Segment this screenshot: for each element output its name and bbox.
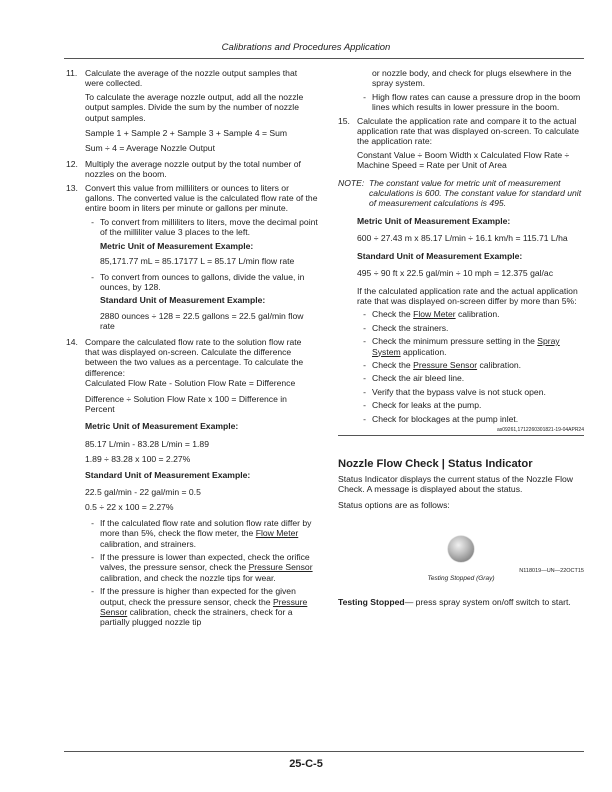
dash-marker: - (91, 586, 94, 597)
text: calibration. (455, 309, 500, 320)
metric-example: 600 ÷ 27.43 m x 85.17 L/min ÷ 16.1 km/h = 115.71 L/ha (357, 233, 568, 244)
page-number: 25-C-5 (289, 758, 323, 770)
text: Check the minimum pressure setting in the (372, 336, 538, 347)
check-item (357, 323, 584, 333)
check-text (372, 360, 584, 370)
step-text: Multiply the average nozzle output by the total number of nozzles on the boom. (85, 158, 301, 180)
dash-marker: - (363, 91, 366, 102)
check-text (372, 309, 584, 319)
dash-text (100, 586, 318, 628)
text: Check the (372, 309, 414, 320)
metric-heading: Metric Unit of Measurement Example: (85, 421, 239, 432)
text: If the calculated flow rate and solution flow rate differ by more than 5%, check the flow meter, the (100, 517, 312, 539)
standard-heading: Standard Unit of Measurement Example: (85, 469, 251, 480)
step-13 (66, 183, 318, 214)
flow-meter-link[interactable]: Flow Meter (255, 528, 299, 539)
dash-marker: - (363, 373, 366, 384)
step-text: Convert this value from milliliters or ounces to liters or gallons. The converted value is the calculated flow rate of the entire boom in liters per minute or gallons per minute. (85, 182, 318, 214)
dash-item (85, 518, 318, 549)
text: calibration, and check the nozzle tips for wear. (100, 572, 276, 583)
right-column (338, 68, 584, 608)
status-description: — press spray system on/off switch to start. (404, 597, 571, 608)
dash-marker: - (363, 386, 366, 397)
dash-marker: - (363, 322, 366, 333)
paragraph: If the calculated application rate and the actual application rate that was displayed on-screen differ by more than 5%: (357, 285, 578, 306)
step-text: Compare the calculated flow rate to the solution flow rate that was displayed on-screen. Calculate the difference between the two values as a percentage. To calculate the difference: (85, 336, 304, 378)
step-11 (66, 68, 318, 89)
dash-marker: - (363, 336, 366, 347)
step-text: Calculate the average of the nozzle output samples that were collected. (85, 68, 298, 89)
check-text (372, 336, 584, 357)
check-text: Check for leaks at the pump. (372, 400, 482, 411)
dash-item (85, 586, 318, 628)
check-text: Check the strainers. (372, 322, 449, 333)
formula: Constant Value ÷ Boom Width x Calculated Flow Rate ÷ Machine Speed = Rate per Unit of Area (357, 149, 570, 171)
check-list (338, 309, 584, 424)
dash-text (100, 552, 318, 583)
check-item (357, 336, 584, 357)
check-item (357, 360, 584, 370)
check-text: Verify that the bypass valve is not stuck open. (372, 386, 546, 397)
check-item (357, 387, 584, 397)
step-number: 13. (66, 182, 78, 193)
flow-meter-link[interactable]: Flow Meter (413, 309, 456, 320)
step-number: 11. (66, 68, 78, 78)
spray-system-link[interactable]: Spray System (372, 336, 560, 357)
note (338, 178, 584, 209)
status-term: Testing Stopped (338, 597, 405, 608)
dash-marker: - (91, 552, 94, 563)
metric-example: 85.17 L/min - 83.28 L/min = 1.89 (85, 438, 209, 449)
dash-text (100, 518, 318, 549)
text: If the pressure is lower than expected, check the orifice valves, the pressure sensor, check the (100, 552, 310, 573)
check-text: Check the air bleed line. (372, 373, 465, 384)
dash-item (85, 272, 318, 293)
status-indicator-gray-icon (448, 536, 474, 562)
step-number: 14. (66, 336, 78, 347)
text: application. (400, 346, 447, 357)
step-14 (66, 337, 318, 379)
dash-item (357, 92, 584, 113)
left-column (66, 68, 318, 628)
pressure-sensor-link[interactable]: Pressure Sensor (100, 596, 308, 618)
figure-caption: Testing Stopped (Gray) (427, 575, 495, 583)
step-number: 15. (338, 115, 350, 126)
standard-example: 0.5 ÷ 22 x 100 = 2.27% (85, 502, 174, 513)
formula: Sample 1 + Sample 2 + Sample 3 + Sample 4 = Sum (85, 128, 288, 139)
check-item (357, 373, 584, 383)
continued-text: or nozzle body, and check for plugs elsewhere in the spray system. (372, 68, 572, 89)
dash-marker: - (91, 216, 94, 227)
text: If the pressure is higher than expected for the given output, check the pressure sensor, check the (100, 586, 296, 607)
standard-example: 22.5 gal/min - 22 gal/min = 0.5 (85, 487, 201, 497)
text: calibration, check the strainers, check for a partially plugged nozzle tip (100, 607, 293, 628)
check-item (357, 414, 584, 424)
pressure-sensor-link[interactable]: Pressure Sensor (413, 359, 478, 370)
standard-heading: Standard Unit of Measurement Example: (100, 295, 266, 306)
pressure-sensor-link[interactable]: Pressure Sensor (248, 562, 313, 573)
footer-rule (64, 751, 584, 752)
formula: Difference ÷ Solution Flow Rate x 100 = Difference in Percent (85, 393, 287, 414)
dash-marker: - (363, 359, 366, 370)
standard-example: 495 ÷ 90 ft x 22.5 gal/min ÷ 10 mph = 12.375 gal/ac (357, 268, 553, 279)
dash-marker: - (91, 271, 94, 282)
check-item (357, 400, 584, 410)
text: Check the (372, 359, 414, 370)
metric-example: 1.89 ÷ 83.28 x 100 = 2.27% (85, 454, 191, 465)
section-title: Nozzle Flow Check | Status Indicator (338, 457, 533, 470)
check-item (357, 309, 584, 319)
step-number: 12. (66, 158, 78, 169)
metric-heading: Metric Unit of Measurement Example: (100, 240, 254, 251)
dash-marker: - (363, 400, 366, 411)
dash-marker: - (91, 517, 94, 528)
section-rule (338, 435, 584, 436)
paragraph: Status Indicator displays the current status of the Nozzle Flow Check. A message is displayed about the status. (338, 473, 574, 495)
running-header: Calibrations and Procedures Application (221, 42, 391, 53)
reference-id: as09261,1712260301821-19-04APR24 (496, 426, 584, 433)
note-text: The constant value for metric unit of measurement calculations is 600. The constant value for standard unit of measurement calculations is 495. (369, 177, 582, 209)
text: calibration, and strainers. (100, 538, 197, 549)
metric-heading: Metric Unit of Measurement Example: (357, 215, 511, 226)
dash-text: To convert from ounces to gallons, divide the value, in ounces, by 128. (100, 271, 305, 292)
note-label: NOTE: (338, 177, 365, 188)
dash-marker: - (363, 309, 366, 320)
step-text: Calculate the application rate and compare it to the actual application rate that was displayed on-screen. To calculate the application rate: (357, 115, 579, 147)
formula: Sum ÷ 4 = Average Nozzle Output (85, 143, 215, 154)
dash-text: To convert from milliliters to liters, move the decimal point of the milliliter value 3 places to the left. (100, 216, 318, 238)
dash-item (85, 217, 318, 238)
dash-item (85, 552, 318, 583)
testing-stopped-item (338, 597, 584, 607)
formula: Calculated Flow Rate - Solution Flow Rate = Difference (85, 378, 296, 389)
paragraph: To calculate the average nozzle output, add all the nozzle output samples. Divide the sum by the number of nozzle output samples. (85, 91, 304, 123)
step-15 (338, 116, 584, 147)
step-12 (66, 159, 318, 180)
paragraph: Status options are as follows: (338, 499, 450, 510)
figure-reference: N118019—UN—22OCT15 (519, 568, 584, 575)
check-text: Check for blockages at the pump inlet. (372, 413, 519, 424)
metric-example: 85,171.77 mL = 85.17177 L = 85.17 L/min flow rate (100, 256, 295, 267)
standard-heading: Standard Unit of Measurement Example: (357, 250, 523, 261)
text: calibration. (477, 359, 522, 370)
figure (338, 536, 584, 562)
dash-text: High flow rates can cause a pressure drop in the boom lines which results in lower pressure in the boom. (372, 91, 581, 113)
header-rule (64, 58, 584, 59)
dash-marker: - (363, 413, 366, 424)
standard-example: 2880 ounces ÷ 128 = 22.5 gallons = 22.5 gal/min flow rate (100, 310, 304, 332)
